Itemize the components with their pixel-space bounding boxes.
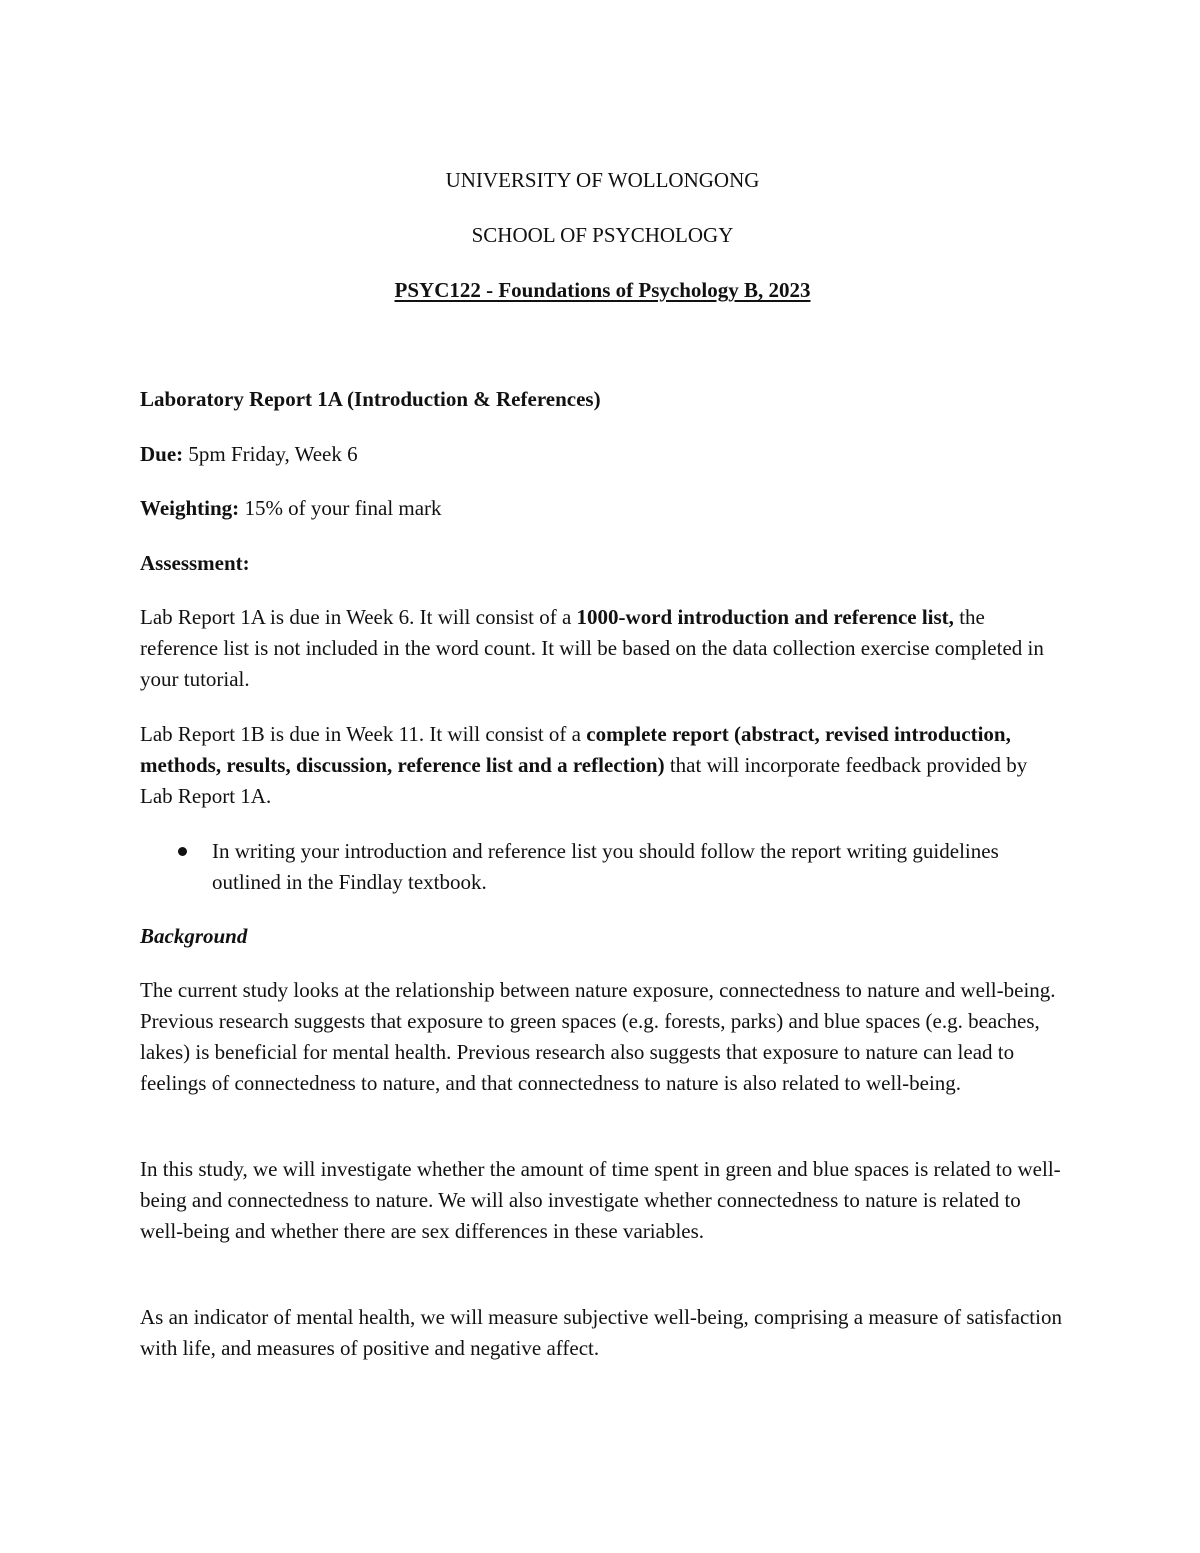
background-paragraph-1 — [140, 975, 1065, 1099]
assessment-p1-end: the reference list is not included in the word count. It will be based on the data collection exercise completed in your tutorial. — [140, 605, 1044, 691]
weighting-label: Weighting: — [140, 496, 240, 520]
due-value: 5pm Friday, Week 6 — [188, 442, 358, 466]
school-heading: SCHOOL OF PSYCHOLOGY — [471, 223, 734, 247]
weighting-value: 15% of your final mark — [244, 496, 442, 520]
background-paragraph-3 — [140, 1302, 1065, 1364]
assessment-p2-end: that will incorporate feedback provided by Lab Report 1A. — [140, 753, 1028, 808]
assessment-p1-start: Lab Report 1A is due in Week 6. It will consist of a — [140, 605, 577, 629]
university-heading: UNIVERSITY OF WOLLONGONG — [445, 168, 760, 192]
assessment-heading: Assessment: — [140, 551, 250, 575]
due-line — [140, 441, 358, 467]
weighting-line — [140, 495, 442, 521]
background-heading: Background — [140, 924, 248, 948]
assessment-paragraph-2 — [140, 719, 1065, 812]
assessment-p2-start: Lab Report 1B is due in Week 11. It will consist of a — [140, 722, 587, 746]
background-p1-text: The current study looks at the relationship between nature exposure, connectedness to nature and well-being. Previous research suggests that exposure to green spaces (e.g. forests, parks) and blue spaces (e.g. beaches, lakes) is beneficial for mental health. Previous research also suggests that exposure to nature can lead to feelings of connectedness to nature, and that connectedness to nature is also related to well-being. — [140, 978, 1056, 1095]
report-title: Laboratory Report 1A (Introduction & References) — [140, 387, 601, 411]
background-p3-text: As an indicator of mental health, we will measure subjective well-being, comprising a measure of satisfaction with life, and measures of positive and negative affect. — [140, 1305, 1062, 1360]
bullet-text: In writing your introduction and reference list you should follow the report writing guidelines outlined in the Findlay textbook. — [212, 839, 999, 894]
bullet-icon — [178, 847, 187, 856]
background-p2-text: In this study, we will investigate whether the amount of time spent in green and blue spaces is related to well-being and connectedness to nature. We will also investigate whether connectedness to nature is related to well-being and whether there are sex differences in these variables. — [140, 1157, 1061, 1243]
course-title: PSYC122 - Foundations of Psychology B, 2023 — [394, 278, 811, 302]
due-label: Due: — [140, 442, 184, 466]
assessment-paragraph-1 — [140, 602, 1065, 695]
assessment-p2-bold: complete report (abstract, revised introduction, methods, results, discussion, reference list and a reflection) — [140, 722, 1011, 777]
background-paragraph-2 — [140, 1154, 1065, 1247]
assessment-p1-bold: 1000-word introduction and reference list, — [576, 605, 954, 629]
